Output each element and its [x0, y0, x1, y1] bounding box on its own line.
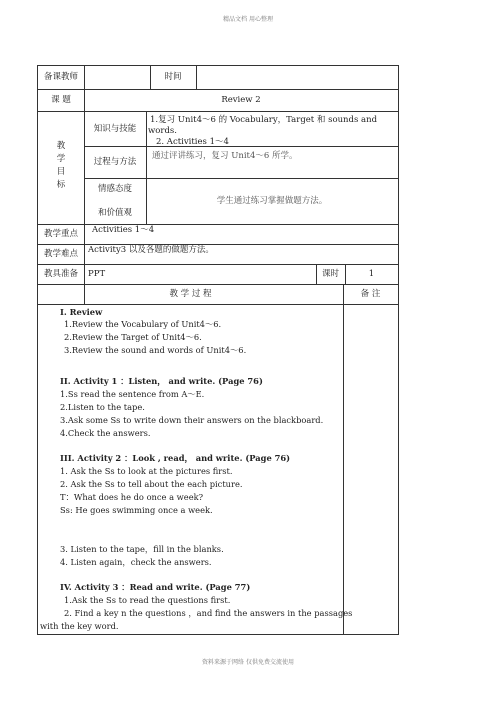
topic-label: 课 题 [51, 95, 71, 105]
col-divider [146, 111, 147, 224]
list-item: 1. Ask the Ss to look at the pictures first. [60, 466, 233, 476]
list-item: 4. Listen again，check the answers. [60, 557, 212, 567]
time-label: 时间 [164, 72, 182, 82]
difficult-value: Activity3 以及各题的做题方法。 [88, 245, 214, 255]
list-item: 2.Review the Target of Unit4～6. [64, 332, 202, 342]
period-value: 1 [368, 269, 375, 279]
col-divider [196, 66, 197, 89]
tools-value: PPT [88, 269, 106, 279]
notes-heading: 备 注 [360, 289, 381, 299]
attitude-value: 学生通过练习掌握做题方法。 [216, 196, 328, 206]
list-item: Ss: He goes swimming once a week. [60, 505, 213, 515]
list-item: with the key word. [40, 621, 119, 631]
list-item: 4.Check the answers. [60, 428, 151, 438]
page-footer-note: 资料来源于网络 仅供免费交流使用 [202, 659, 294, 666]
list-item: 2. Ask the Ss to tell about the each picture. [60, 479, 243, 489]
page-header-note: 精品文档 用心整理 [223, 16, 273, 23]
objectives-label: 教 学 目 标 [56, 141, 66, 190]
col-divider [343, 284, 344, 634]
list-item: 3. Listen to the tape，fill in the blanks. [60, 544, 224, 554]
difficult-label: 教学难点 [43, 249, 78, 259]
list-item: 1.Ask the Ss to read the questions first. [64, 595, 231, 605]
topic-value: Review 2 [221, 95, 261, 105]
row-divider [38, 304, 398, 305]
row-divider [38, 111, 398, 112]
tools-label: 教具准备 [43, 269, 78, 279]
attitude-label-2: 和价值观 [97, 208, 132, 218]
process-value: 通过评讲练习，复习 Unit4～6 所学。 [152, 151, 298, 161]
process-heading: 教 学 过 程 [169, 289, 212, 299]
list-item: 2.Listen to the tape. [60, 402, 145, 412]
attitude-label-1: 情感态度 [97, 184, 132, 194]
knowledge-label: 知识与技能 [93, 124, 137, 134]
list-item: 3.Ask some Ss to write down their answers on the blackboard. [60, 415, 324, 425]
lesson-plan-table [37, 65, 399, 635]
teacher-label: 备课教师 [43, 72, 78, 82]
knowledge-value: 1.复习 Unit4～6 的 Vocabulary，Target 和 sounds and words. 2. Activities 1～4 [148, 115, 378, 147]
row-divider [38, 264, 398, 265]
key-label: 教学重点 [43, 229, 78, 239]
list-item: 1.Ss read the sentence from A～E. [60, 389, 205, 399]
row-divider [38, 89, 398, 90]
row-divider [38, 284, 398, 285]
period-label: 课时 [321, 269, 339, 279]
list-item: 3.Review the sound and words of Unit4～6. [64, 345, 247, 355]
activity3-title: IV. Activity 3 ：Read and write. (Page 77) [60, 582, 251, 592]
row-divider [84, 178, 398, 179]
list-item: T：What does he do once a week? [60, 492, 204, 502]
process-label: 过程与方法 [93, 157, 137, 167]
list-item: 2. Find a key n the questions ，and find the answers in the passages [64, 608, 353, 618]
activity2-title: III. Activity 2 ：Look , read， and write. (Page 76) [60, 453, 291, 463]
activity1-title: II. Activity 1 ：Listen， and write. (Page 76) [60, 376, 263, 386]
review-title: I. Review [60, 307, 103, 317]
list-item: 1.Review the Vocabulary of Unit4～6. [64, 319, 222, 329]
key-value: Activities 1～4 [92, 225, 155, 235]
